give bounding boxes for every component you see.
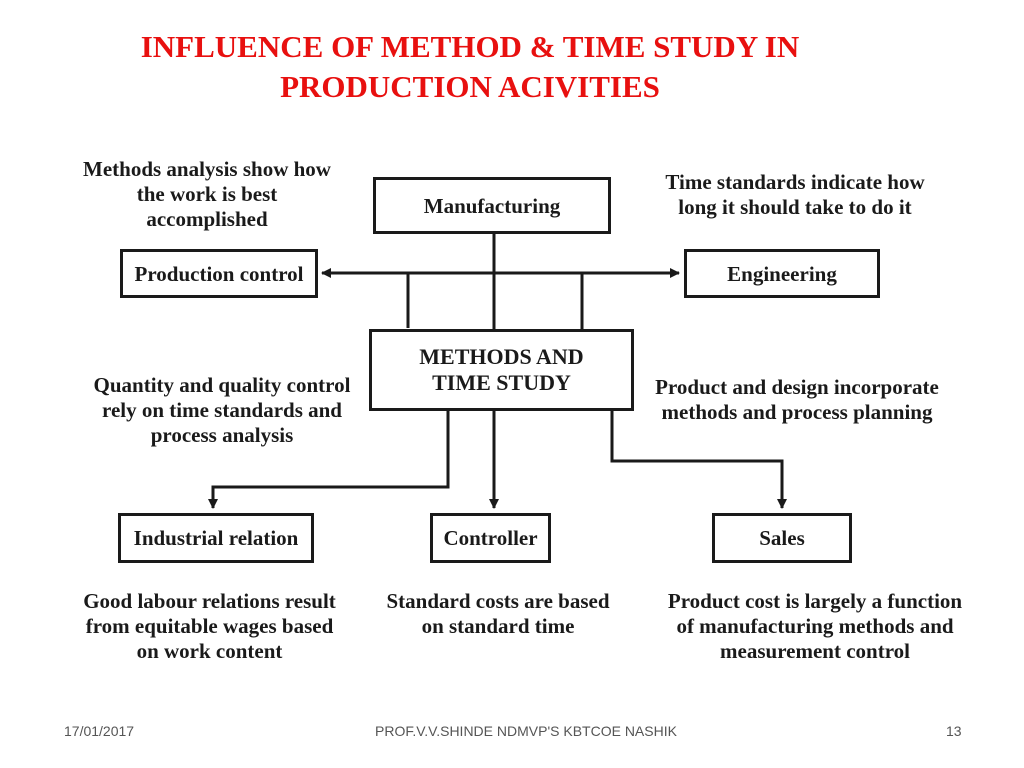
footer-date: 17/01/2017: [64, 723, 135, 739]
note-time-standards: Time standards indicate how long it should take to do it: [665, 170, 925, 219]
note-labour-relations: Good labour relations result from equitable wages based on work content: [83, 589, 336, 663]
box-engineering: Engineering: [684, 249, 880, 298]
box-controller: Controller: [430, 513, 551, 563]
box-manufacturing: Manufacturing: [373, 177, 611, 234]
box-industrial-relation: Industrial relation: [118, 513, 314, 563]
note-product-cost: Product cost is largely a function of manufacturing methods and measurement control: [667, 589, 963, 663]
footer-author: PROF.V.V.SHINDE NDMVP'S KBTCOE NASHIK: [375, 723, 677, 739]
slide-title-line-1: INFLUENCE OF METHOD & TIME STUDY IN: [140, 29, 800, 64]
note-standard-costs: Standard costs are based on standard time: [386, 589, 610, 638]
note-methods-analysis: Methods analysis show how the work is best accomplished: [83, 157, 331, 231]
slide-title-line-2: PRODUCTION ACIVITIES: [280, 69, 660, 104]
box-methods-and-time-study: METHODS AND TIME STUDY: [369, 329, 634, 411]
connector-to-engineering: [494, 273, 582, 330]
box-production-control: Production control: [120, 249, 318, 298]
footer-page-number: 13: [946, 723, 962, 739]
connector-to-production-control: [408, 273, 494, 328]
note-quantity-quality: Quantity and quality control rely on time standards and process analysis: [93, 373, 351, 447]
note-product-design: Product and design incorporate methods and process planning: [655, 375, 939, 424]
box-sales: Sales: [712, 513, 852, 563]
